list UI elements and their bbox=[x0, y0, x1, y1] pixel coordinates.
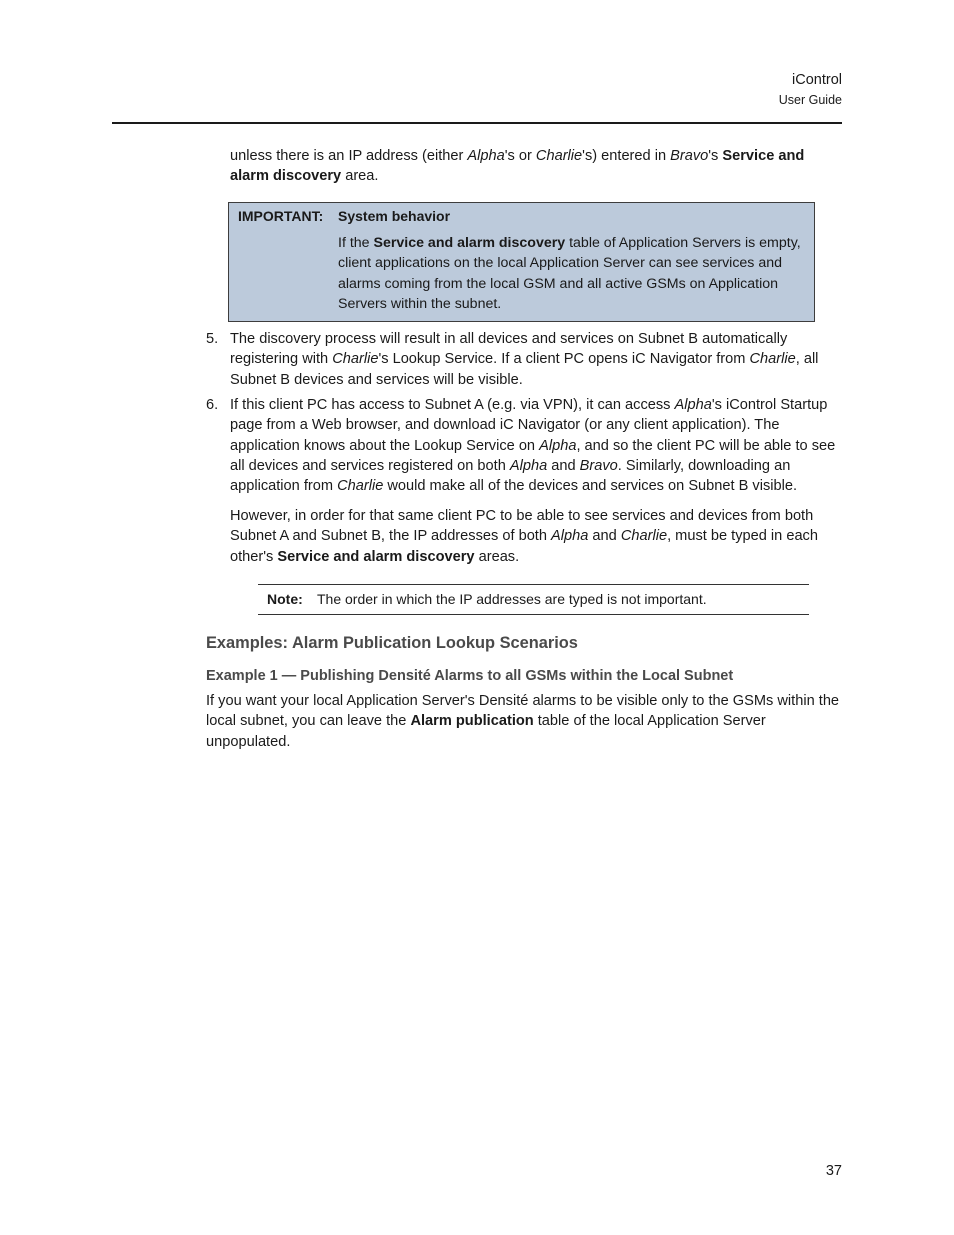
server-name-bravo: Bravo bbox=[579, 457, 618, 474]
page-number: 37 bbox=[825, 1163, 842, 1179]
ui-term-service-discovery: Service and alarm discovery bbox=[230, 148, 805, 185]
text-run: area. bbox=[341, 168, 379, 185]
important-label: IMPORTANT: bbox=[238, 208, 324, 224]
text-run: would make all of the devices and services on Subnet B visible. bbox=[383, 478, 798, 495]
list-number: 6. bbox=[206, 397, 219, 413]
text-run: areas. bbox=[474, 548, 520, 565]
list-number: 5. bbox=[206, 331, 219, 347]
list-item-text bbox=[230, 329, 846, 390]
example1-paragraph bbox=[206, 691, 846, 752]
text-run: table of Application Servers is empty, client applications on the local Application Server can see services and alarms coming from the local GSM and all active GSMs on Application Servers within the subnet. bbox=[338, 235, 801, 313]
text-run: The discovery process will result in all devices and services on Subnet B automatically registering with bbox=[230, 331, 788, 368]
text-run: table of the local Application Server unpopulated. bbox=[206, 713, 766, 750]
section-heading: Examples: Alarm Publication Lookup Scenarios bbox=[206, 634, 578, 652]
text-run: If the bbox=[338, 235, 374, 251]
text-run: However, in order for that same client PC to be able to see services and devices from both Subnet A and Subnet B, the IP addresses of both bbox=[230, 508, 814, 545]
text-run: 's) entered in bbox=[582, 148, 671, 164]
server-name-charlie: Charlie bbox=[332, 351, 379, 368]
ui-term-service-discovery: Service and alarm discovery bbox=[373, 235, 566, 251]
server-name-alpha: Alpha bbox=[509, 457, 548, 474]
server-name-alpha: Alpha bbox=[674, 397, 712, 413]
text-run: , all Subnet B devices and services will be visible. bbox=[230, 351, 819, 388]
note-callout bbox=[258, 584, 809, 615]
text-run: 's Lookup Service. If a client PC opens iC Navigator from bbox=[378, 351, 750, 368]
text-run: 's iControl Startup page from a Web browser, and download iC Navigator (or any client application). The application knows about the Lookup Service on bbox=[230, 397, 828, 454]
text-run: If this client PC has access to Subnet A (e.g. via VPN), it can access bbox=[230, 397, 675, 413]
text-run: unless there is an IP address (either bbox=[230, 148, 468, 164]
server-name-alpha: Alpha bbox=[467, 148, 505, 164]
server-name-charlie: Charlie bbox=[749, 351, 796, 368]
header-rule bbox=[112, 122, 842, 124]
ui-term-alarm-publication: Alarm publication bbox=[410, 713, 534, 730]
header-guide-name: User Guide bbox=[778, 93, 842, 107]
text-run: If you want your local Application Server's Densité alarms to be visible only to the GSMs within the local subnet, you can leave the bbox=[206, 693, 840, 730]
text-run: 's or bbox=[504, 148, 536, 164]
note-label: Note: bbox=[267, 591, 303, 607]
text-run: 's bbox=[708, 148, 723, 164]
subsection-heading: Example 1 — Publishing Densité Alarms to all GSMs within the Local Subnet bbox=[206, 668, 734, 684]
server-name-bravo: Bravo bbox=[670, 148, 709, 164]
server-name-charlie: Charlie bbox=[337, 478, 384, 495]
ui-term-service-discovery: Service and alarm discovery bbox=[277, 548, 475, 565]
text-run: and bbox=[588, 528, 621, 545]
text-run: . Similarly, downloading an application from bbox=[230, 457, 791, 495]
header-product-name: iControl bbox=[792, 72, 842, 88]
list-item-text bbox=[230, 395, 846, 496]
text-run: , must be typed in each other's bbox=[230, 528, 818, 565]
important-body bbox=[338, 233, 808, 315]
text-run: , and so the client PC will be able to see all devices and services registered on both bbox=[230, 437, 836, 474]
text-run: and bbox=[547, 457, 580, 474]
server-name-alpha: Alpha bbox=[539, 437, 577, 454]
note-text: The order in which the IP addresses are typed is not important. bbox=[317, 591, 707, 607]
important-title: System behavior bbox=[338, 208, 451, 224]
server-name-charlie: Charlie bbox=[620, 528, 668, 545]
intro-paragraph bbox=[230, 146, 830, 187]
page-header bbox=[779, 71, 842, 109]
important-callout bbox=[228, 202, 815, 322]
server-name-alpha: Alpha bbox=[551, 528, 589, 545]
server-name-charlie: Charlie bbox=[535, 148, 583, 164]
however-paragraph bbox=[230, 506, 842, 567]
